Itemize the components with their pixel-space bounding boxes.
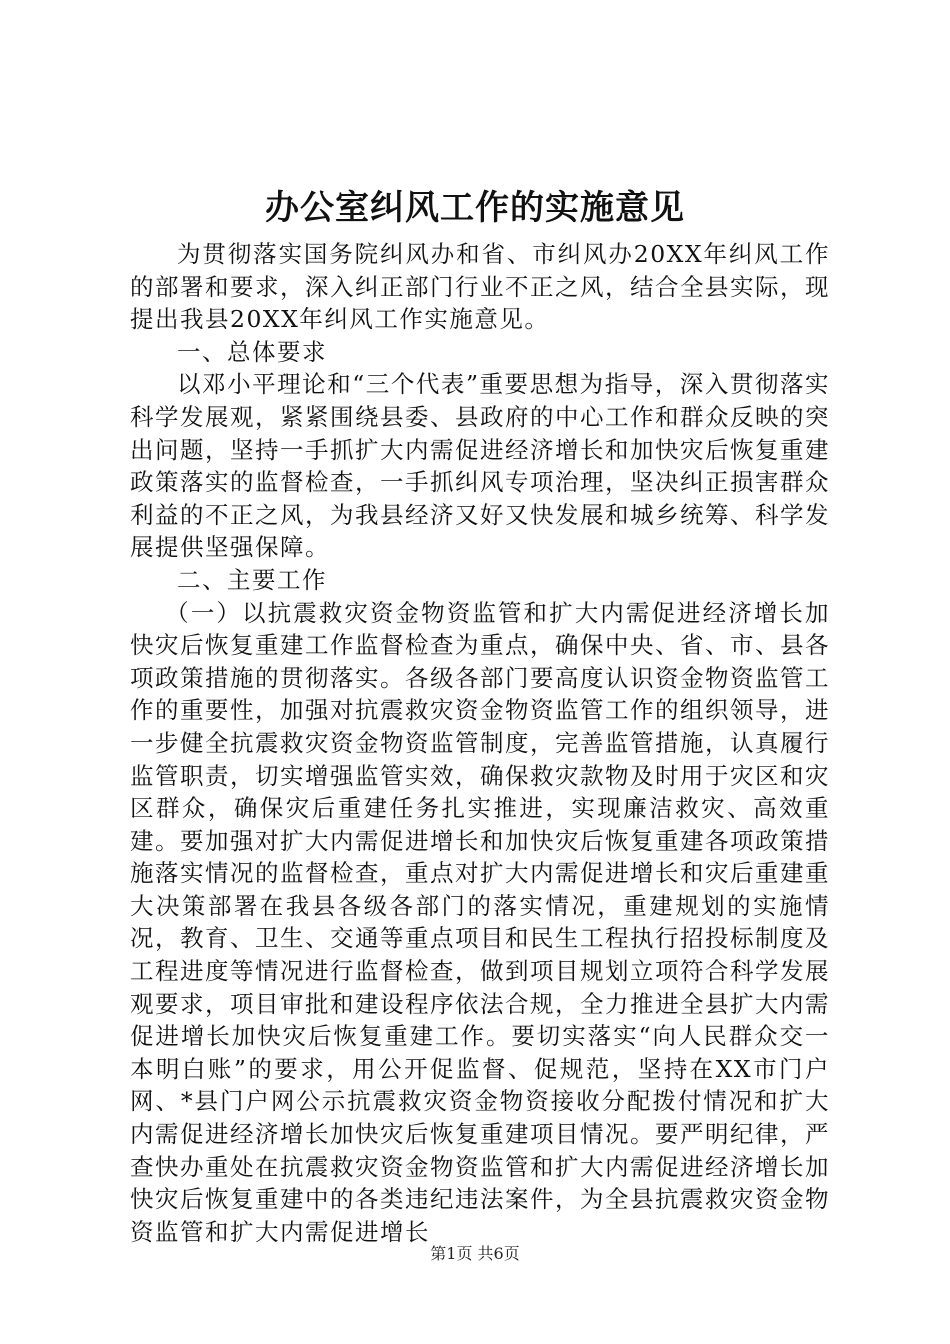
intro-paragraph: 为贯彻落实国务院纠风办和省、市纠风办20XX年纠风工作的部署和要求，深入纠正部门行业不正之风，结合全县实际，现提出我县20XX年纠风工作实施意见。 bbox=[130, 240, 830, 334]
page-number-footer: 第1页 共6页 bbox=[430, 1244, 520, 1263]
section-1-paragraph: 以邓小平理论和“三个代表”重要思想为指导，深入贯彻落实科学发展观，紧紧围绕县委、县政府的中心工作和群众反映的突出问题，坚持一手抓扩大内需促进经济增长和加快灾后恢复重建政策落实的监督检查，一手抓纠风专项治理，坚决纠正损害群众利益的不正之风，为我县经济又好又快发展和城乡统筹、科学发展提供坚强保障。 bbox=[130, 370, 830, 562]
section-heading-1: 一、总体要求 bbox=[177, 337, 327, 366]
document-title: 办公室纠风工作的实施意见 bbox=[265, 188, 685, 228]
document-body bbox=[130, 238, 830, 1248]
section-heading-2: 二、主要工作 bbox=[177, 565, 327, 594]
section-2-item-1-paragraph: （一）以抗震救灾资金物资监管和扩大内需促进经济增长加快灾后恢复重建工作监督检查为重点，确保中央、省、市、县各项政策措施的贯彻落实。各级各部门要高度认识资金物资监管工作的重要性，加强对抗震救灾资金物资监管工作的组织领导，进一步健全抗震救灾资金物资监管制度，完善监管措施，认真履行监管职责，切实增强监管实效，确保救灾款物及时用于灾区和灾区群众，确保灾后重建任务扎实推进，实现廉洁救灾、高效重建。要加强对扩大内需促进增长和加快灾后恢复重建各项政策措施落实情况的监督检查，重点对扩大内需促进增长和灾后重建重大决策部署在我县各级各部门的落实情况，重建规划的实施情况，教育、卫生、交通等重点项目和民生工程执行招投标制度及工程进度等情况进行监督检查，做到项目规划立项符合科学发展观要求，项目审批和建设程序依法合规，全力推进全县扩大内需促进增长加快灾后恢复重建工作。要切实落实“向人民群众交一本明白账”的要求，用公开促监督、促规范，坚持在XX市门户网、*县门户网公示抗震救灾资金物资接收分配拨付情况和扩大内需促进经济增长加快灾后恢复重建项目情况。要严明纪律，严查快办重处在抗震救灾资金物资监管和扩大内需促进经济增长加快灾后恢复重建中的各类违纪违法案件，为全县抗震救灾资金物资监管和扩大内需促进增长 bbox=[130, 598, 830, 1246]
